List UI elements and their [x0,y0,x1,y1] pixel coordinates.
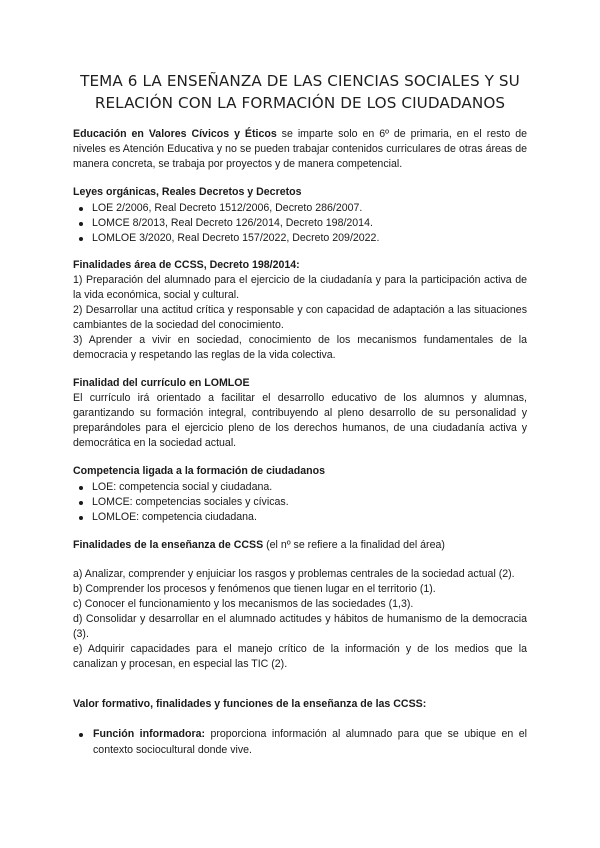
paragraph-item: e) Adquirir capacidades para el manejo crítico de la información y de los medios que la canalizan y procesan, en especial las TIC (2). [73,643,527,670]
section-heading-finalidades-ensenanza-line [73,538,527,553]
finalidades-ensenanza-list [73,567,527,672]
list-item [73,726,527,758]
leyes-list [73,201,527,246]
competencia-list [73,480,527,525]
paragraph-item: a) Analizar, comprender y enjuiciar los rasgos y problemas centrales de la sociedad actual (2). [73,568,515,580]
list-item: LOMCE: competencias sociales y cívicas. [73,495,527,510]
list-item: LOMLOE 3/2020, Real Decreto 157/2022, Decreto 209/2022. [73,231,527,246]
section-heading-finalidades-ensenanza: Finalidades de la enseñanza de CCSS [73,539,264,551]
section-heading-competencia: Competencia ligada a la formación de ciudadanos [73,465,325,477]
paragraph-item: 2) Desarrollar una actitud crítica y responsable y con capacidad de adaptación a las situaciones cambiantes de la sociedad del conocimiento. [73,304,527,331]
list-item: LOE 2/2006, Real Decreto 1512/2006, Decreto 286/2007. [73,201,527,216]
section-leyes [73,185,527,246]
section-heading-finalidad-curriculo: Finalidad del currículo en LOMLOE [73,377,250,389]
section-finalidad-curriculo [73,376,527,451]
section-heading-leyes: Leyes orgánicas, Reales Decretos y Decretos [73,186,302,198]
paragraph-item: c) Conocer el funcionamiento y los mecanismos de las sociedades (1,3). [73,598,414,610]
section-finalidades-area [73,258,527,363]
intro-paragraph [73,127,527,172]
finalidad-curriculo-text: El currículo irá orientado a facilitar el desarrollo educativo de los alumnos y alumnas, garantizando su formación integral, contribuyendo al pleno desarrollo de su personalidad y preparándoles para el ejercicio pleno de los derechos humanos, de una ciudadanía activa y democrática en la sociedad actual. [73,392,527,449]
section-heading-finalidades-area: Finalidades área de CCSS, Decreto 198/2014: [73,259,300,271]
section-competencia [73,464,527,525]
intro-text: se imparte solo en 6º de primaria, en el resto de niveles es Atención Educativa y no se pueden trabajar contenidos curriculares de otras áreas de manera concreta, se trabaja por proyectos y de manera competencial. [73,128,527,170]
intro-bold: Educación en Valores Cívicos y Éticos [73,128,277,140]
valor-formativo-list [73,726,527,758]
section-heading-valor-formativo: Valor formativo, finalidades y funciones de la enseñanza de las CCSS: [73,698,427,710]
item-bold: Función informadora: [93,728,205,740]
list-item: LOE: competencia social y ciudadana. [73,480,527,495]
item-text: proporciona información al alumnado para que se ubique en el contexto sociocultural donde vive. [93,728,527,756]
paragraph-item: d) Consolidar y desarrollar en el alumnado actitudes y hábitos de humanismo de la democracia (3). [73,613,527,640]
document-title: TEMA 6 LA ENSEÑANZA DE LAS CIENCIAS SOCIALES Y SU RELACIÓN CON LA FORMACIÓN DE LOS CIUDADANOS [80,72,520,112]
list-item: LOMCE 8/2013, Real Decreto 126/2014, Decreto 198/2014. [73,216,527,231]
section-note: (el nº se refiere a la finalidad del área) [263,539,445,551]
paragraph-item: 3) Aprender a vivir en sociedad, conocimiento de los mecanismos fundamentales de la democracia y respetando las reglas de la vida colectiva. [73,334,527,361]
list-item: LOMLOE: competencia ciudadana. [73,510,527,525]
valor-formativo-list-wrap [73,726,527,758]
paragraph-item: b) Comprender los procesos y fenómenos que tienen lugar en el territorio (1). [73,583,436,595]
paragraph-item: 1) Preparación del alumnado para el ejercicio de la ciudadanía y para la participación activa de la vida económica, social y cultural. [73,274,527,301]
